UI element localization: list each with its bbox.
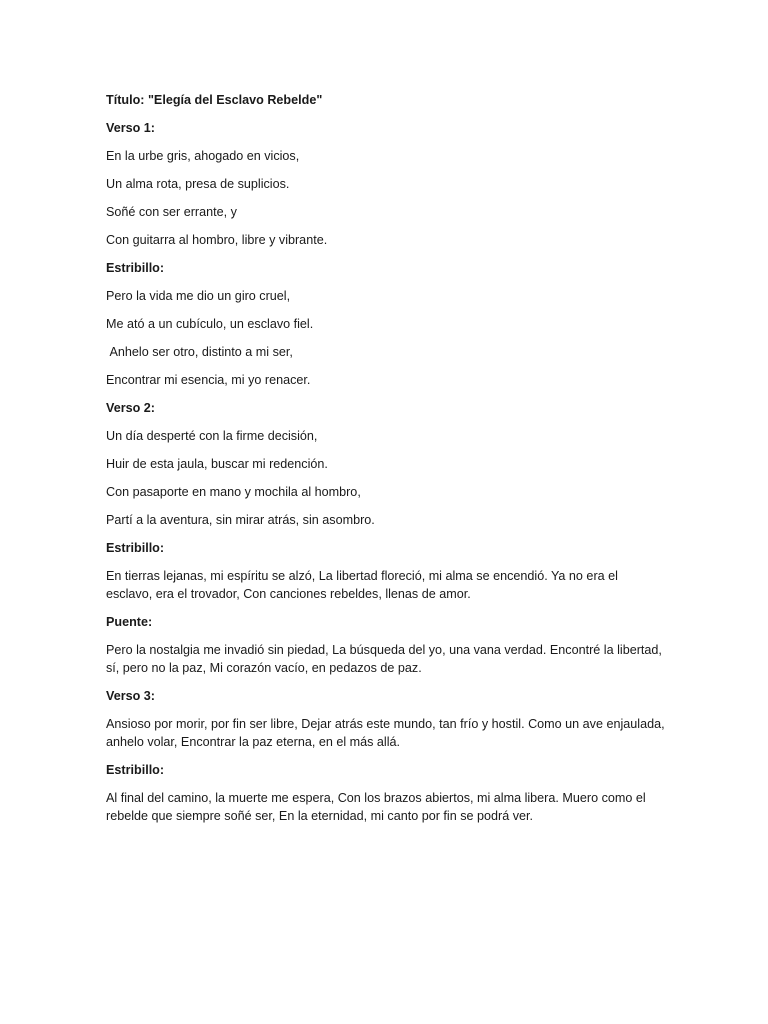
verse-line: Pero la vida me dio un giro cruel, bbox=[106, 289, 291, 303]
verse-line: Partí a la aventura, sin mirar atrás, sin asombro. bbox=[106, 513, 375, 527]
section-heading-verso-2: Verso 2: bbox=[106, 401, 156, 415]
section-heading-verso-1: Verso 1: bbox=[106, 121, 156, 135]
verse-line: Soñé con ser errante, y bbox=[106, 205, 237, 219]
verse-line: Encontrar mi esencia, mi yo renacer. bbox=[106, 373, 311, 387]
verse-line: Un día desperté con la firme decisión, bbox=[106, 429, 318, 443]
verse-line: Huir de esta jaula, buscar mi redención. bbox=[106, 457, 328, 471]
section-heading-estribillo-3: Estribillo: bbox=[106, 763, 165, 777]
section-heading-verso-3: Verso 3: bbox=[106, 689, 156, 703]
verse-paragraph: Al final del camino, la muerte me espera, Con los brazos abiertos, mi alma libera. Muero como el rebelde que siempre soñé ser, En la eternidad, mi canto por fin se podrá ver. bbox=[106, 791, 650, 823]
verse-line: Con pasaporte en mano y mochila al hombro, bbox=[106, 485, 361, 499]
document-title: Título: "Elegía del Esclavo Rebelde" bbox=[106, 93, 323, 107]
verse-line: Un alma rota, presa de suplicios. bbox=[106, 177, 290, 191]
section-heading-estribillo-2: Estribillo: bbox=[106, 541, 165, 555]
verse-paragraph: Ansioso por morir, por fin ser libre, Dejar atrás este mundo, tan frío y hostil. Como un ave enjaulada, anhelo volar, Encontrar la paz eterna, en el más allá. bbox=[106, 717, 669, 749]
section-heading-puente: Puente: bbox=[106, 615, 153, 629]
verse-line: Me ató a un cubículo, un esclavo fiel. bbox=[106, 317, 314, 331]
verse-paragraph: En tierras lejanas, mi espíritu se alzó, La libertad floreció, mi alma se encendió. Ya no era el esclavo, era el trovador, Con canciones rebeldes, llenas de amor. bbox=[106, 569, 622, 601]
verse-paragraph: Pero la nostalgia me invadió sin piedad, La búsqueda del yo, una vana verdad. Encontré la libertad, sí, pero no la paz, Mi corazón vacío, en pedazos de paz. bbox=[106, 643, 666, 675]
verse-line: En la urbe gris, ahogado en vicios, bbox=[106, 149, 300, 163]
document-body bbox=[106, 91, 669, 835]
verse-line: Con guitarra al hombro, libre y vibrante. bbox=[106, 233, 328, 247]
section-heading-estribillo-1: Estribillo: bbox=[106, 261, 165, 275]
verse-line: Anhelo ser otro, distinto a mi ser, bbox=[106, 345, 293, 359]
